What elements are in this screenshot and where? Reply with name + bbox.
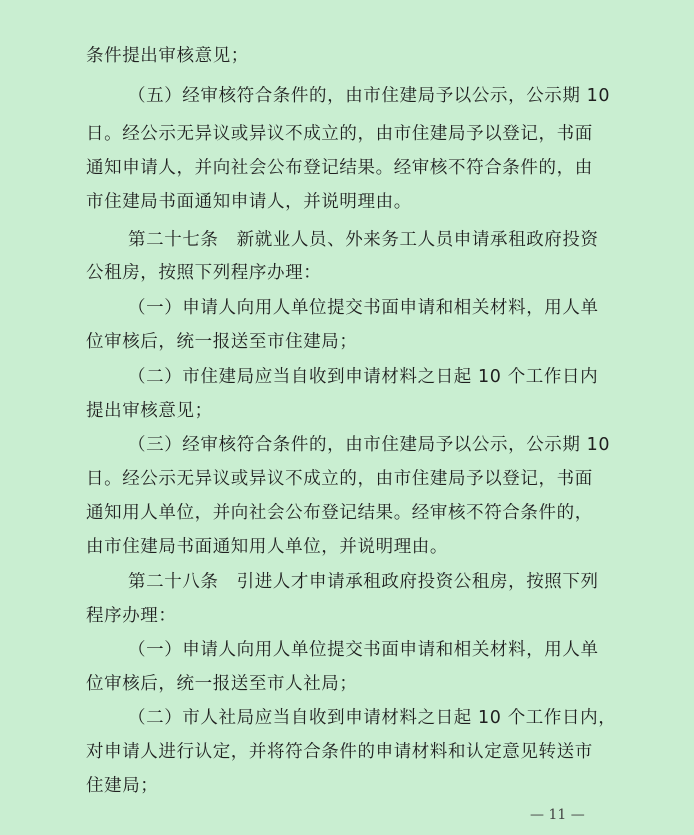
- text-line: （二）市人社局应当自收到申请材料之日起 10 个工作日内，: [128, 708, 617, 728]
- text-line: 第二十七条 新就业人员、外来务工人员申请承租政府投资: [128, 230, 599, 250]
- text-line: 位审核后，统一报送至市人社局；: [86, 674, 358, 694]
- text-line: 第二十八条 引进人才申请承租政府投资公租房，按照下列: [128, 572, 599, 592]
- text-line: 日。经公示无异议或异议不成立的，由市住建局予以登记，书面: [86, 124, 593, 144]
- text-line: （三）经审核符合条件的，由市住建局予以公示，公示期 10: [128, 435, 611, 455]
- text-line: （二）市住建局应当自收到申请材料之日起 10 个工作日内: [128, 367, 599, 387]
- text-line: 住建局；: [86, 776, 159, 796]
- text-line: 市住建局书面通知申请人，并说明理由。: [86, 192, 412, 212]
- text-line: 通知申请人，并向社会公布登记结果。经审核不符合条件的，由: [86, 158, 593, 178]
- text-line: （五）经审核符合条件的，由市住建局予以公示，公示期 10: [128, 86, 611, 106]
- text-line: 提出审核意见；: [86, 401, 213, 421]
- text-line: 由市住建局书面通知用人单位，并说明理由。: [86, 537, 448, 557]
- text-line: 位审核后，统一报送至市住建局；: [86, 332, 358, 352]
- page-number: — 11 —: [530, 807, 585, 823]
- text-line: 日。经公示无异议或异议不成立的，由市住建局予以登记，书面: [86, 469, 593, 489]
- text-line: 通知用人单位，并向社会公布登记结果。经审核不符合条件的，: [86, 503, 593, 523]
- text-line: （一）申请人向用人单位提交书面申请和相关材料，用人单: [128, 640, 599, 660]
- text-line: 公租房，按照下列程序办理：: [86, 263, 322, 283]
- text-line: 程序办理：: [86, 606, 177, 626]
- text-line: 条件提出审核意见；: [86, 46, 249, 66]
- text-line: 对申请人进行认定，并将符合条件的申请材料和认定意见转送市: [86, 742, 593, 762]
- text-line: （一）申请人向用人单位提交书面申请和相关材料，用人单: [128, 298, 599, 318]
